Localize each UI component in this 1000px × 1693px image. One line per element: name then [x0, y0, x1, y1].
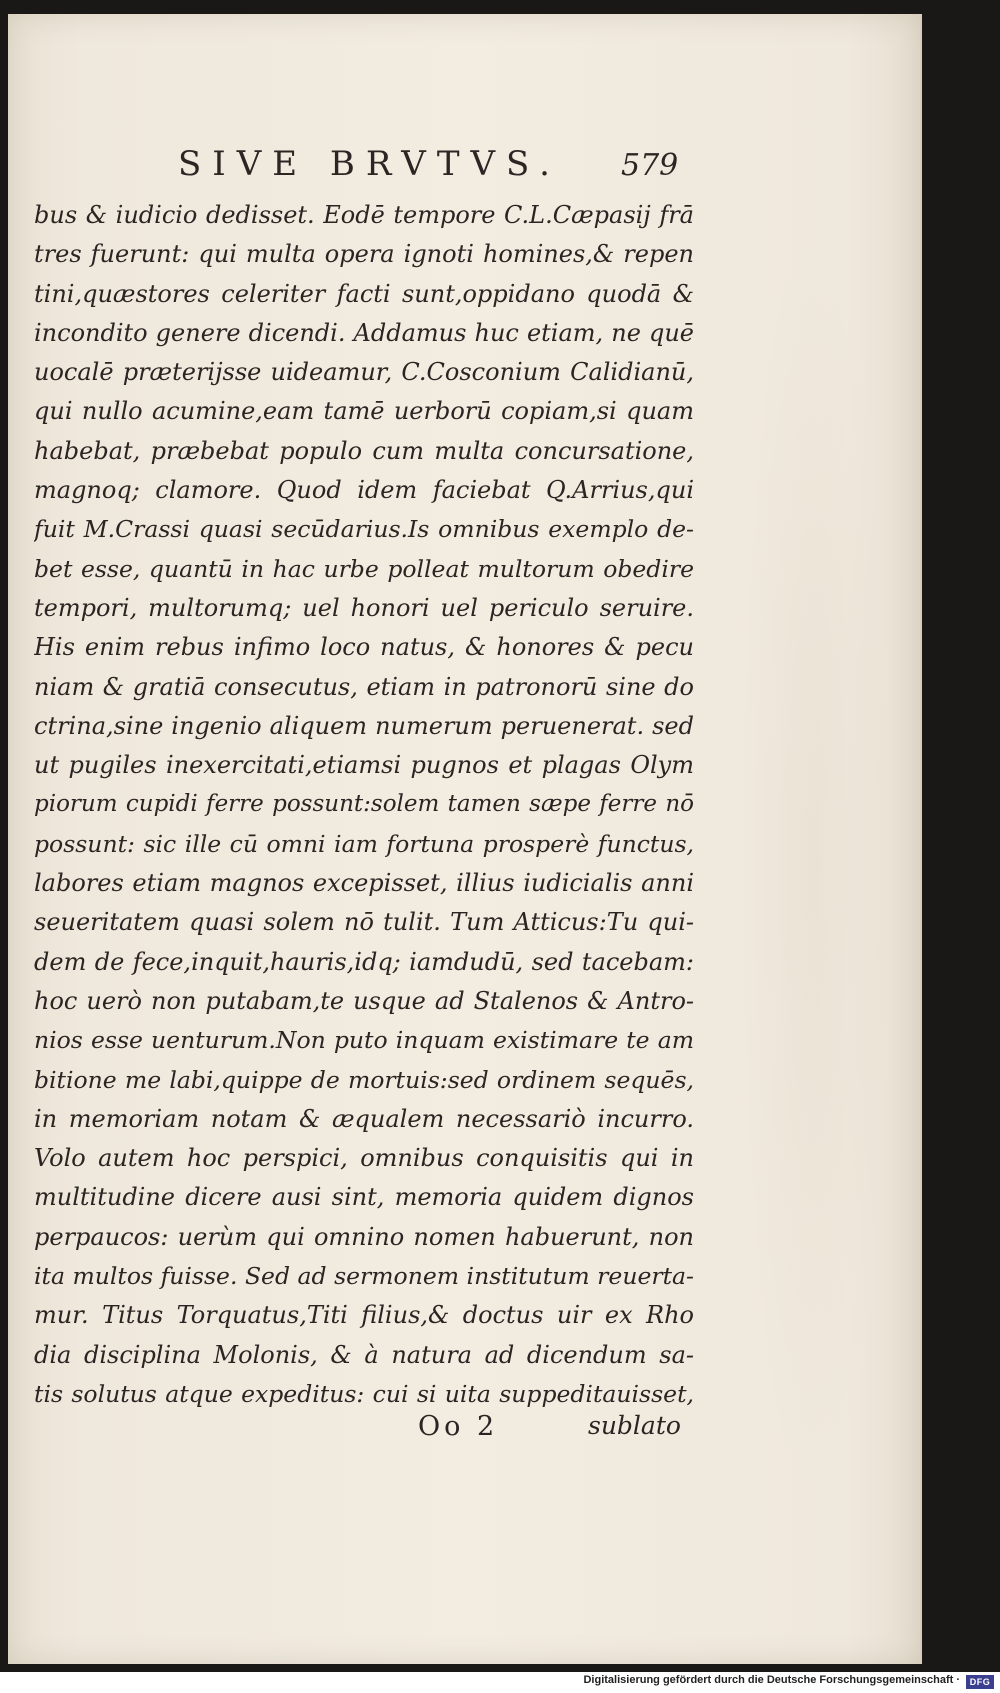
text-line: ut pugiles inexercitati,etiamsi pugnos et plagas Olym — [34, 751, 694, 780]
running-head — [8, 144, 920, 194]
text-line: multitudine dicere ausi sint, memoria quidem dignos — [34, 1183, 694, 1212]
text-line: tempori, multorumq; uel honori uel periculo seruire. — [34, 593, 694, 622]
signature-mark: Oo 2 — [418, 1411, 499, 1442]
text-line: ita multos fuisse. Sed ad sermonem institutum reuerta- — [34, 1262, 694, 1291]
text-line: nios esse uenturum.Non puto inquam existimare te am — [34, 1026, 694, 1055]
digitization-credit: Digitalisierung gefördert durch die Deutsche Forschungsgemeinschaft · — [583, 1674, 960, 1686]
page-edge — [920, 14, 922, 1664]
text-line: dem de fece,inquit,hauris,idq; iamdudū, sed tacebam: — [34, 947, 694, 976]
text-line: ctrina,sine ingenio aliquem numerum peruenerat. sed — [34, 711, 694, 740]
page-footer — [8, 1411, 920, 1455]
text-line: perpaucos: uerùm qui omnino nomen habuerunt, non — [34, 1222, 694, 1251]
text-line: His enim rebus infimo loco natus, & honores & pecu — [34, 633, 694, 662]
text-line: mur. Titus Torquatus,Titi filius,& doctus uir ex Rho — [34, 1301, 694, 1330]
text-line: habebat, præbebat populo cum multa concursatione, — [34, 436, 694, 465]
body-text — [34, 196, 694, 1414]
text-line: dia disciplina Molonis, & à natura ad dicendum sa- — [34, 1340, 694, 1369]
text-line: qui nullo acumine,eam tamē uerborū copiam,si quam — [34, 397, 694, 426]
text-line: possunt: sic ille cū omni iam fortuna prosperè functus, — [34, 829, 694, 858]
text-line: in memoriam notam & æqualem necessariò incurro. — [34, 1104, 694, 1133]
text-line: incondito genere dicendi. Addamus huc etiam, ne quē — [34, 318, 694, 347]
text-line: piorum cupidi ferre possunt:solem tamen sæpe ferre nō — [34, 791, 694, 818]
running-head-title: SIVE BRVTVS. — [178, 144, 561, 184]
text-line: niam & gratiā consecutus, etiam in patronorū sine do — [34, 672, 694, 701]
text-line: bet esse, quantū in hac urbe polleat multorum obedire — [34, 554, 694, 583]
page-number: 579 — [621, 148, 679, 183]
text-line: tres fuerunt: qui multa opera ignoti homines,& repen — [34, 240, 694, 269]
text-line: seueritatem quasi solem nō tulit. Tum Atticus:Tu qui- — [34, 908, 694, 937]
paper-stain — [738, 214, 888, 1514]
book-page — [8, 14, 920, 1664]
text-line: bus & iudicio dedisset. Eodē tempore C.L.Cæpasij frā — [34, 201, 694, 229]
digitization-credit-bar — [0, 1672, 1000, 1693]
text-line: hoc uerò non putabam,te usque ad Stalenos & Antro- — [34, 986, 694, 1015]
text-line: fuit M.Crassi quasi secūdarius.Is omnibus exemplo de- — [34, 515, 694, 544]
text-line: bitione me labi,quippe de mortuis:sed ordinem sequēs, — [34, 1065, 694, 1094]
dfg-logo: DFG — [966, 1675, 994, 1689]
text-line: uocalē præterijsse uideamur, C.Cosconium Calidianū, — [34, 358, 694, 387]
text-line: tini,quæstores celeriter facti sunt,oppidano quodā & — [34, 279, 694, 308]
text-line: magnoq; clamore. Quod idem faciebat Q.Arrius,qui — [34, 476, 694, 505]
catchword: sublato — [588, 1411, 681, 1440]
text-line: tis solutus atque expeditus: cui si uita suppeditauisset, — [34, 1379, 694, 1408]
text-line: labores etiam magnos excepisset, illius iudicialis anni — [34, 869, 694, 898]
text-line: Volo autem hoc perspici, omnibus conquisitis qui in — [34, 1144, 694, 1173]
